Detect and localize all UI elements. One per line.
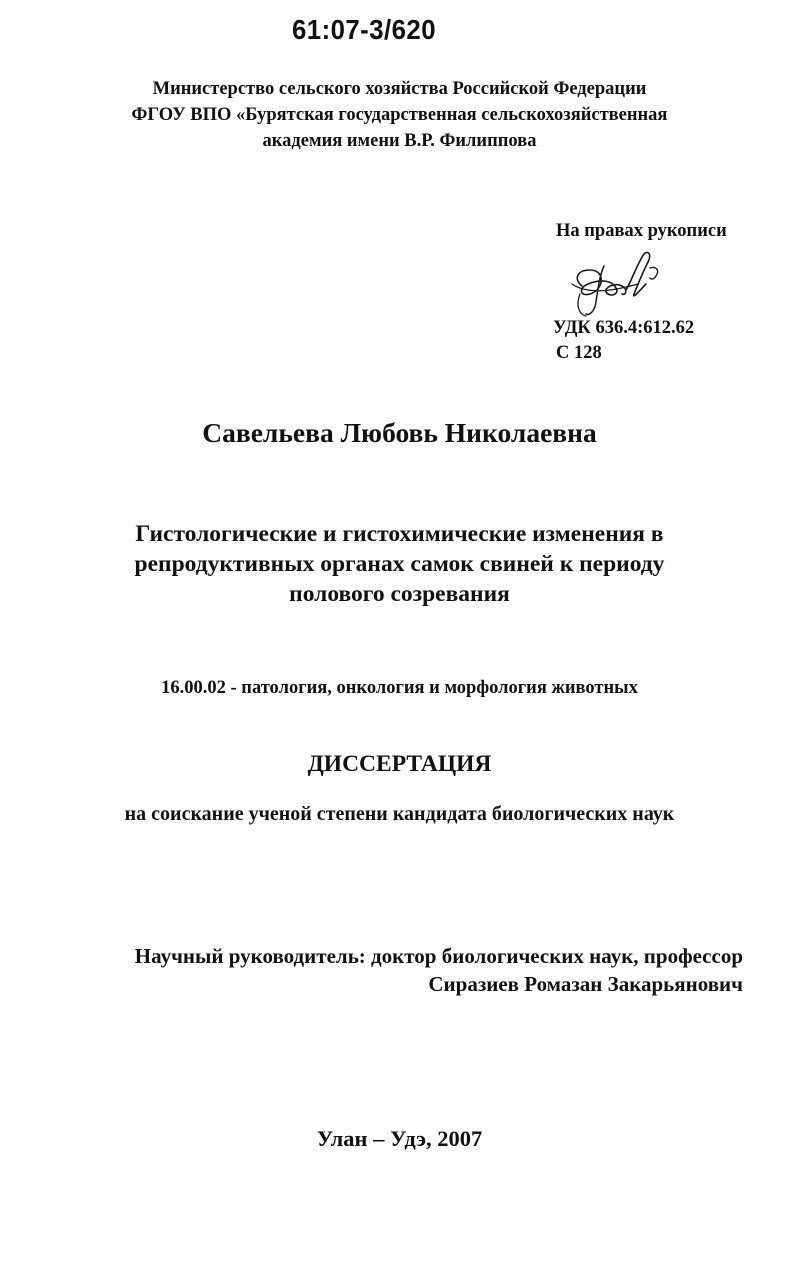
supervisor-block — [135, 942, 743, 998]
dissertation-title — [0, 519, 799, 609]
degree-statement: на соискание ученой степени кандидата биологических наук — [124, 803, 675, 825]
library-code: С 128 — [556, 343, 602, 363]
document-type: ДИССЕРТАЦИЯ — [307, 751, 492, 777]
supervisor-name: Сиразиев Ромазан Закарьянович — [428, 972, 743, 996]
author-name: Савельева Любовь Николаевна — [202, 417, 597, 448]
udk-code: УДК 636.4:612.62 — [553, 318, 695, 338]
supervisor-title: Научный руководитель: доктор биологических наук, профессор — [134, 944, 743, 968]
specialty-code: 16.00.02 - патология, онкология и морфология животных — [161, 678, 638, 698]
institution-header — [0, 76, 799, 154]
institution-line-academy: ФГОУ ВПО «Бурятская государственная сельскохозяйственная — [131, 105, 668, 125]
registration-code: 61:07-3/620 — [292, 14, 436, 45]
title-line: репродуктивных органах самок свиней к периоду — [134, 551, 665, 577]
manuscript-rights-label: На правах рукописи — [556, 221, 727, 241]
institution-line-ministry: Министерство сельского хозяйства Российской Федерации — [152, 79, 647, 99]
place-year: Улан – Удэ, 2007 — [316, 1126, 483, 1151]
handwritten-signature-icon — [560, 244, 680, 324]
institution-line-academy-name: академия имени В.Р. Филиппова — [262, 131, 537, 151]
title-line: полового созревания — [289, 581, 510, 607]
title-line: Гистологические и гистохимические изменения в — [135, 521, 664, 547]
